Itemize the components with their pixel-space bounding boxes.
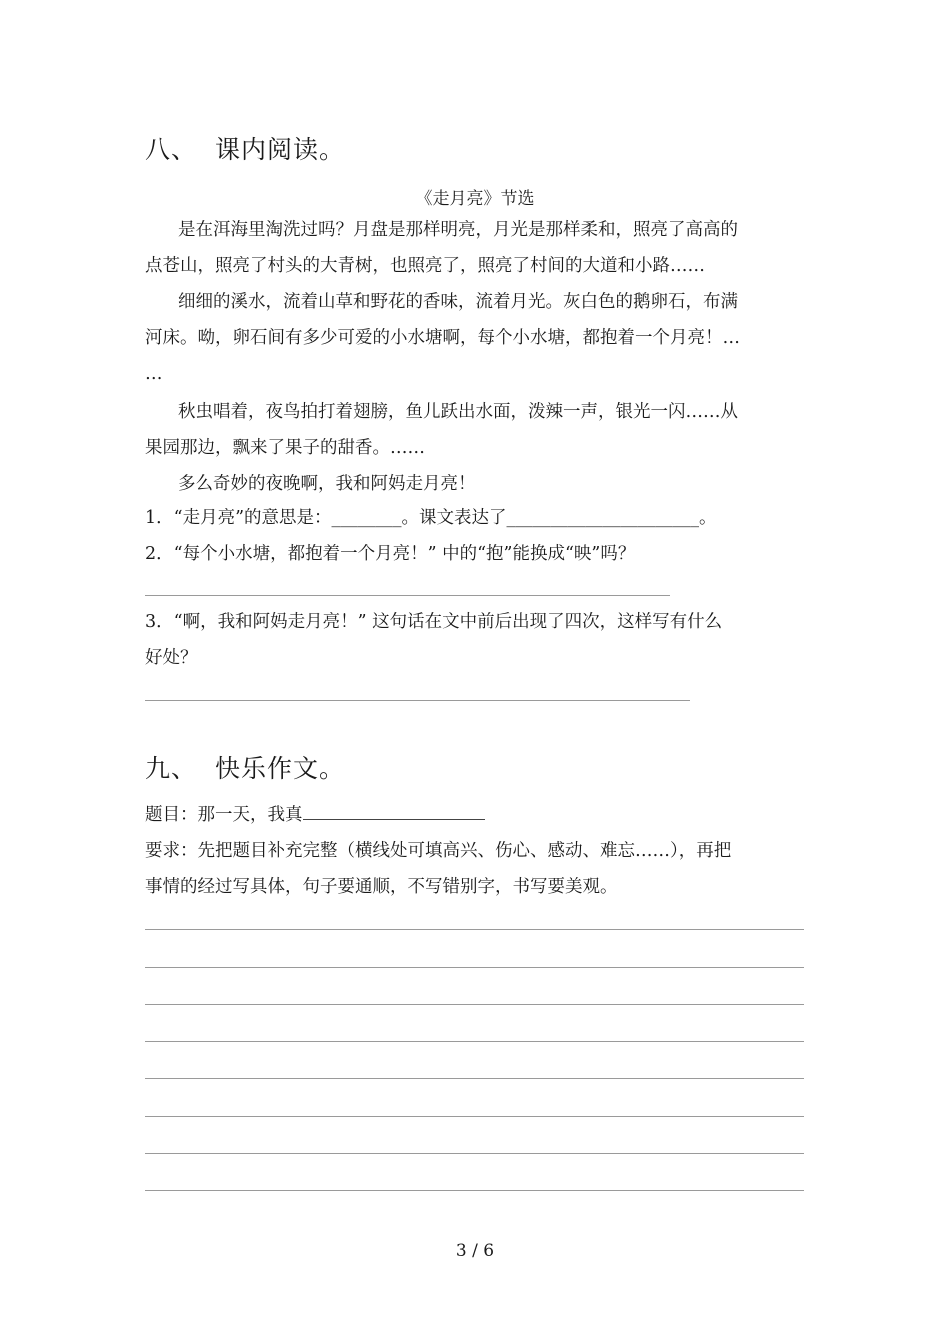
section-8-heading: [145, 130, 345, 166]
essay-topic-blank[interactable]: [303, 801, 485, 820]
writing-line-5[interactable]: [145, 1078, 804, 1079]
writing-line-8[interactable]: [145, 1190, 804, 1191]
section-8-number: 八、: [145, 135, 198, 164]
paragraph-3-line-1: 秋虫唱着，夜鸟拍打着翅膀，鱼儿跃出水面，泼辣一声，银光一闪……从: [178, 402, 738, 422]
question-1: [145, 500, 717, 536]
writing-line-6[interactable]: [145, 1116, 804, 1117]
essay-topic-label: 题目：那一天，我真: [145, 805, 303, 825]
writing-line-2[interactable]: [145, 967, 804, 968]
writing-line-3[interactable]: [145, 1004, 804, 1005]
section-9-number: 九、: [145, 754, 198, 783]
section-9-title: 快乐作文。: [215, 754, 346, 783]
question-3-line-1: 3．“啊，我和阿妈走月亮！” 这句话在文中前后出现了四次，这样写有什么: [145, 612, 723, 632]
paragraph-1-line-2: 点苍山，照亮了村头的大青树，也照亮了，照亮了村间的大道和小路……: [145, 256, 705, 276]
question-2: 2．“每个小水塘，都抱着一个月亮！” 中的“抱”能换成“映”吗？: [145, 544, 636, 564]
passage-title: 《走月亮》节选: [415, 189, 535, 209]
essay-requirement-line-1: 要求：先把题目补充完整（横线处可填高兴、伤心、感动、难忘……），再把: [145, 841, 732, 861]
essay-topic: [145, 797, 485, 833]
paragraph-1-line-1: 是在洱海里淘洗过吗？月盘是那样明亮，月光是那样柔和，照亮了高高的: [178, 220, 738, 240]
question-1-prefix: 1．“走月亮”的意思是：: [145, 508, 332, 528]
paragraph-2-line-2: 河床。呦，卵石间有多少可爱的小水塘啊，每个小水塘，都抱着一个月亮！…: [145, 328, 740, 348]
page-number: 3 / 6: [455, 1241, 495, 1261]
question-3-answer-line[interactable]: [145, 700, 690, 701]
question-1-suffix: 。: [699, 508, 717, 528]
writing-line-7[interactable]: [145, 1153, 804, 1154]
question-3-line-2: 好处？: [145, 648, 198, 668]
writing-line-1[interactable]: [145, 929, 804, 930]
paragraph-3-line-2: 果园那边，飘来了果子的甜香。……: [145, 438, 425, 458]
section-9-heading: [145, 749, 345, 785]
paragraph-2-line-1: 细细的溪水，流着山草和野花的香味，流着月光。灰白色的鹅卵石，布满: [178, 292, 738, 312]
question-1-middle: 。课文表达了: [401, 508, 507, 528]
section-8-title: 课内阅读。: [215, 135, 346, 164]
question-1-blank-2[interactable]: ______________________: [506, 508, 700, 528]
essay-requirement-line-2: 事情的经过写具体，句子要通顺，不写错别字，书写要美观。: [145, 877, 618, 897]
paragraph-2-line-3: …: [145, 364, 163, 384]
writing-line-4[interactable]: [145, 1041, 804, 1042]
question-2-answer-line[interactable]: [145, 595, 670, 596]
question-1-blank-1[interactable]: ________: [331, 508, 402, 528]
paragraph-4-line-1: 多么奇妙的夜晚啊，我和阿妈走月亮！: [178, 474, 476, 494]
